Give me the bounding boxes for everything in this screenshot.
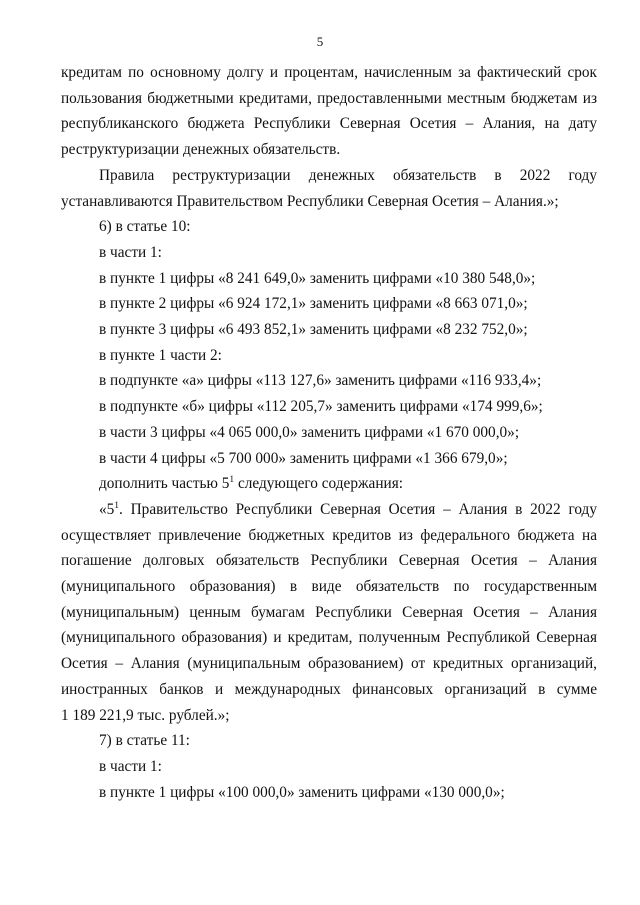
page-number: 5: [316, 34, 324, 49]
part-1-heading: в части 1:: [99, 243, 162, 261]
part-1-heading-art11: в части 1:: [99, 757, 162, 775]
paragraph-restructuring-rules: [61, 163, 597, 214]
superscript: 1: [229, 475, 235, 486]
paragraph-credits-continuation: [61, 60, 597, 163]
superscript: 1: [114, 500, 120, 511]
text-line: устанавливаются Правительством Республики Северная Осетия – Алания.»;: [61, 192, 559, 210]
text-line: иностранных банков и международных финансовых организаций в сумме: [61, 680, 597, 698]
text-line: осуществляет привлечение бюджетных кредитов из федерального бюджета на: [61, 526, 597, 544]
quote-text: . Правительство Республики Северная Осетия – Алания в 2022 году: [119, 500, 597, 518]
subpoint-b-amendment: в подпункте «б» цифры «112 205,7» заменить цифрами «174 999,6»;: [99, 398, 543, 416]
text-line: (муниципального образования) и кредитам, полученным Республикой Северная: [61, 629, 597, 647]
text-line: Осетия – Алания (муниципальным образованием) от кредитных организаций,: [61, 655, 597, 673]
text-line: (муниципальным) ценным бумагам Республики Северная Осетия – Алания: [61, 603, 597, 621]
item-7-heading: 7) в статье 11:: [99, 732, 190, 750]
text-line: (муниципального образования) в виде обязательств по государственным: [61, 578, 597, 596]
supplement-text: дополнить частью 5: [99, 475, 230, 493]
text-line: [61, 497, 597, 523]
part-3-amendment: в части 3 цифры «4 065 000,0» заменить цифрами «1 670 000,0»;: [99, 423, 520, 441]
subpoint-a-amendment: в подпункте «а» цифры «113 127,6» заменить цифрами «116 933,4»;: [99, 372, 542, 390]
text-line: республиканского бюджета Республики Северная Осетия – Алания, на дату: [61, 115, 597, 133]
supplement-text-end: следующего содержания:: [234, 475, 404, 493]
quote-open: «5: [99, 500, 115, 518]
document-body: [61, 60, 597, 805]
supplement-part-5-1: [61, 471, 597, 497]
text-line: 1 189 221,9 тыс. рублей.»;: [61, 706, 230, 724]
point-1-amendment: в пункте 1 цифры «8 241 649,0» заменить цифрами «10 380 548,0»;: [99, 269, 536, 287]
point-3-amendment: в пункте 3 цифры «6 493 852,1» заменить цифрами «8 232 752,0»;: [99, 321, 528, 339]
text-line: кредитам по основному долгу и процентам, начисленным за фактический срок: [61, 64, 597, 81]
text-line: реструктуризации денежных обязательств.: [61, 141, 341, 159]
text-line: Правила реструктуризации денежных обязательств в 2022 году: [99, 166, 597, 184]
point-1-amendment-art11: в пункте 1 цифры «100 000,0» заменить цифрами «130 000,0»;: [99, 783, 505, 801]
item-6-heading: 6) в статье 10:: [99, 218, 191, 236]
quoted-part-5-1: [61, 497, 597, 728]
text-line: пользования бюджетными кредитами, предоставленными местным бюджетам из: [61, 89, 597, 107]
text-line: погашение долговых обязательств Республики Северная Осетия – Алания: [61, 552, 597, 570]
point-2-amendment: в пункте 2 цифры «6 924 172,1» заменить цифрами «8 663 071,0»;: [99, 295, 528, 313]
part-4-amendment: в части 4 цифры «5 700 000» заменить цифрами «1 366 679,0»;: [99, 449, 508, 467]
point-1-part-2-heading: в пункте 1 части 2:: [99, 346, 222, 364]
